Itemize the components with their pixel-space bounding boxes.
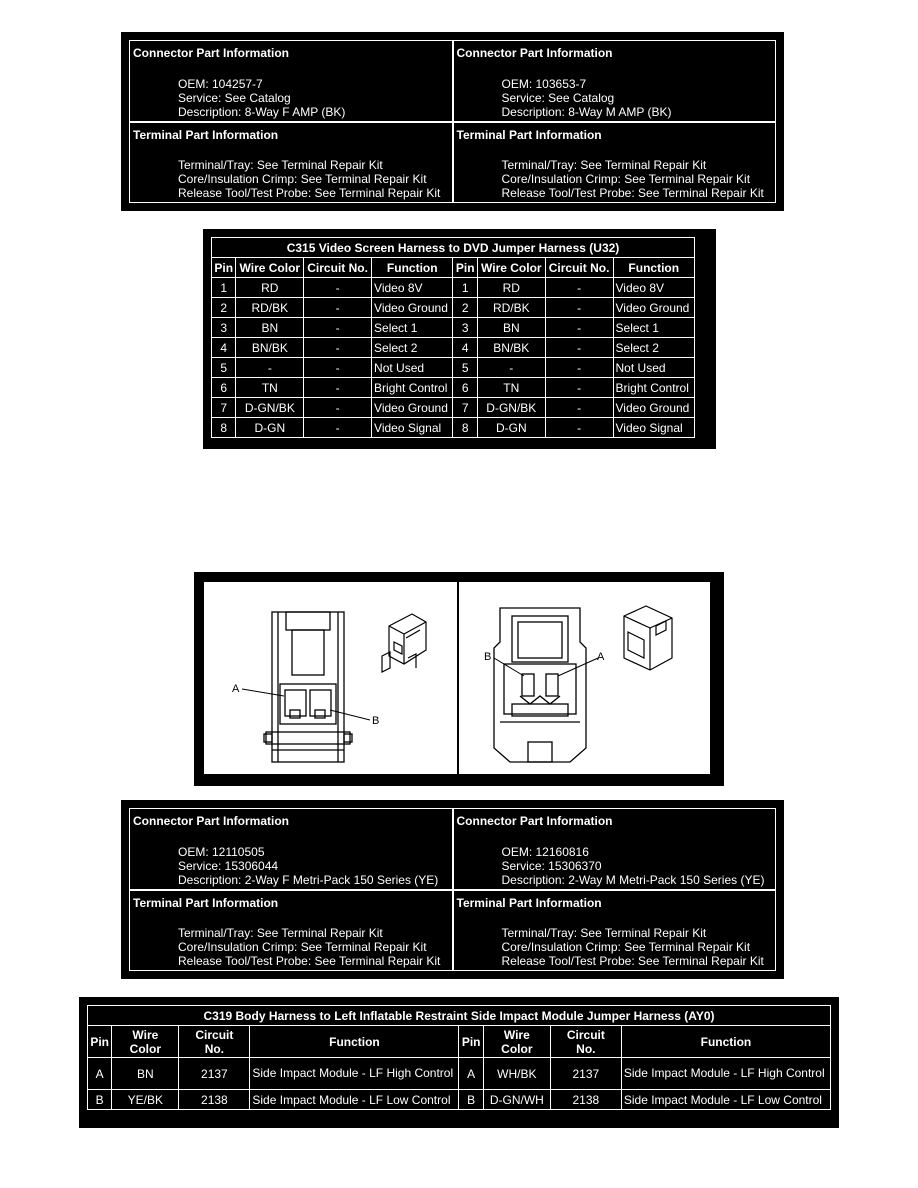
c315-table-panel [203, 229, 716, 449]
wire-color-cell: D-GN/BK [477, 398, 545, 418]
pin-cell: 1 [212, 278, 236, 298]
function-cell: Video Ground [372, 298, 453, 318]
column-header [179, 1026, 250, 1058]
column-header: Wire Color [477, 258, 545, 278]
table-row [212, 418, 695, 438]
circuit-cell: 2138 [550, 1090, 621, 1110]
release-tool: Release Tool/Test Probe: See Terminal Repair Kit [178, 954, 441, 968]
connector-part-lines [502, 845, 765, 887]
terminal-part-lines [502, 926, 764, 968]
column-header [88, 1026, 112, 1058]
header-line: Function [329, 1034, 380, 1049]
core-insulation-crimp: Core/Insulation Crimp: See Terminal Repair Kit [178, 940, 427, 954]
function-cell: Video Signal [372, 418, 453, 438]
circuit-cell: - [304, 418, 372, 438]
pin-cell: B [459, 1090, 483, 1110]
function-cell: Side Impact Module - LF High Control [250, 1058, 459, 1090]
pin-cell: 8 [212, 418, 236, 438]
pin-cell: A [459, 1058, 483, 1090]
function-cell: Video 8V [613, 278, 694, 298]
connector-drawing-panel [194, 572, 724, 786]
header-line: Circuit [195, 1027, 234, 1042]
header-line: Circuit [566, 1027, 605, 1042]
connector-info-block-2 [121, 800, 784, 979]
terminal-tray: Terminal/Tray: See Terminal Repair Kit [501, 158, 707, 172]
pin-cell: 2 [453, 298, 477, 318]
header-line: Color [501, 1041, 533, 1056]
wire-color-cell: - [477, 358, 545, 378]
c319-table-panel [79, 997, 839, 1128]
wire-color-cell: BN [477, 318, 545, 338]
core-insulation-crimp: Core/Insulation Crimp: See Terminal Repair Kit [178, 172, 427, 186]
wire-color-cell: RD/BK [236, 298, 304, 318]
connector-part-header: Connector Part Information [133, 46, 290, 60]
wire-color-cell: WH/BK [483, 1058, 550, 1090]
service-number: Service: See Catalog [501, 90, 615, 105]
pin-cell: 7 [453, 398, 477, 418]
connector-drawing [194, 572, 724, 786]
column-header [250, 1026, 459, 1058]
oem-number: OEM: 12160816 [501, 844, 589, 859]
c319-pinout-table [87, 1005, 831, 1110]
circuit-cell: 2137 [179, 1058, 250, 1090]
pin-label-b: B [372, 715, 380, 727]
circuit-cell: - [545, 398, 613, 418]
function-cell: Not Used [613, 358, 694, 378]
terminal-tray: Terminal/Tray: See Terminal Repair Kit [501, 926, 707, 940]
circuit-cell: 2137 [550, 1058, 621, 1090]
table-row [212, 398, 695, 418]
wire-color-cell: BN [236, 318, 304, 338]
circuit-cell: - [545, 378, 613, 398]
connector-description: Description: 2-Way F Metri-Pack 150 Series (YE) [178, 872, 439, 887]
terminal-part-info-right [453, 890, 777, 972]
terminal-part-header: Terminal Part Information [456, 895, 602, 910]
circuit-cell: - [304, 298, 372, 318]
connector-info-grid [129, 808, 776, 971]
pin-cell: B [88, 1090, 112, 1110]
wire-color-cell: BN [112, 1058, 179, 1090]
connector-description: Description: 2-Way M Metri-Pack 150 Series (YE) [501, 872, 765, 887]
release-tool: Release Tool/Test Probe: See Terminal Repair Kit [178, 186, 441, 200]
header-line: No. [576, 1041, 596, 1056]
connector-description: Description: 8-Way F AMP (BK) [178, 104, 346, 119]
pin-cell: 1 [453, 278, 477, 298]
connector-part-lines [502, 77, 672, 119]
wire-color-cell: RD [477, 278, 545, 298]
terminal-part-info-left [129, 122, 453, 204]
wire-color-cell: D-GN [477, 418, 545, 438]
oem-number: OEM: 103653-7 [501, 76, 587, 91]
header-line: Function [700, 1034, 752, 1049]
pin-cell: 5 [453, 358, 477, 378]
pin-cell: 3 [212, 318, 236, 338]
wire-color-cell: BN/BK [477, 338, 545, 358]
column-header: Circuit No. [304, 258, 372, 278]
wire-color-cell: RD/BK [477, 298, 545, 318]
wire-color-cell: - [236, 358, 304, 378]
circuit-cell: - [304, 398, 372, 418]
wire-color-cell: TN [236, 378, 304, 398]
function-cell: Select 1 [372, 318, 453, 338]
function-cell: Side Impact Module - LF High Control [621, 1058, 830, 1090]
header-line: No. [204, 1041, 225, 1056]
pin-cell: 6 [212, 378, 236, 398]
core-insulation-crimp: Core/Insulation Crimp: See Terminal Repair Kit [501, 940, 751, 954]
column-header [459, 1026, 483, 1058]
table-row [212, 298, 695, 318]
header-line: Pin [90, 1034, 110, 1049]
table-row [212, 318, 695, 338]
wire-color-cell: D-GN/BK [236, 398, 304, 418]
terminal-part-info-right [453, 122, 777, 204]
function-cell: Select 1 [613, 318, 694, 338]
function-cell: Select 2 [372, 338, 453, 358]
pin-cell: 5 [212, 358, 236, 378]
connector-info-grid [129, 40, 776, 203]
release-tool: Release Tool/Test Probe: See Terminal Repair Kit [501, 186, 764, 200]
connector-part-header: Connector Part Information [456, 46, 613, 60]
circuit-cell: - [304, 378, 372, 398]
pin-label-a: A [232, 683, 240, 695]
column-header [112, 1026, 179, 1058]
terminal-part-header: Terminal Part Information [133, 895, 279, 910]
connector-info-block-1 [121, 32, 784, 211]
table-row [212, 358, 695, 378]
circuit-cell: 2138 [179, 1090, 250, 1110]
pin-cell: 3 [453, 318, 477, 338]
oem-number: OEM: 12110505 [178, 844, 265, 859]
table-row [212, 338, 695, 358]
circuit-cell: - [545, 278, 613, 298]
table-row [88, 1090, 831, 1110]
circuit-cell: - [304, 338, 372, 358]
connector-part-lines [178, 77, 345, 119]
circuit-cell: - [545, 358, 613, 378]
terminal-part-header: Terminal Part Information [456, 127, 602, 142]
terminal-part-lines [178, 158, 440, 200]
function-cell: Video 8V [372, 278, 453, 298]
table-title: C319 Body Harness to Left Inflatable Restraint Side Impact Module Jumper Harness (AY0) [88, 1006, 831, 1026]
column-header [621, 1026, 830, 1058]
column-header [550, 1026, 621, 1058]
function-cell: Not Used [372, 358, 453, 378]
pin-label-a: A [597, 651, 605, 663]
function-cell: Video Ground [613, 298, 694, 318]
table-title: C315 Video Screen Harness to DVD Jumper Harness (U32) [212, 238, 695, 258]
pin-label-b: B [484, 651, 492, 663]
pin-cell: 7 [212, 398, 236, 418]
terminal-part-header: Terminal Part Information [133, 127, 279, 142]
table-row [88, 1058, 831, 1090]
wire-color-cell: D-GN [236, 418, 304, 438]
header-line: Wire [132, 1027, 159, 1042]
terminal-part-lines [178, 926, 440, 968]
wire-color-cell: RD [236, 278, 304, 298]
connector-part-info-right [453, 808, 777, 890]
column-header: Function [613, 258, 694, 278]
pin-cell: 4 [212, 338, 236, 358]
oem-number: OEM: 104257-7 [178, 76, 263, 91]
header-line: Color [129, 1041, 162, 1056]
terminal-tray: Terminal/Tray: See Terminal Repair Kit [178, 158, 383, 172]
function-cell: Side Impact Module - LF Low Control [621, 1090, 830, 1110]
column-header: Circuit No. [545, 258, 613, 278]
connector-part-info-left [129, 40, 453, 122]
header-line: Wire [503, 1027, 530, 1042]
circuit-cell: - [545, 338, 613, 358]
wire-color-cell: D-GN/WH [483, 1090, 550, 1110]
table-row [212, 378, 695, 398]
core-insulation-crimp: Core/Insulation Crimp: See Terminal Repair Kit [501, 172, 751, 186]
wire-color-cell: BN/BK [236, 338, 304, 358]
function-cell: Bright Control [372, 378, 453, 398]
circuit-cell: - [545, 298, 613, 318]
function-cell: Side Impact Module - LF Low Control [250, 1090, 459, 1110]
connector-description: Description: 8-Way M AMP (BK) [501, 104, 672, 119]
pin-cell: 6 [453, 378, 477, 398]
header-line: Pin [461, 1034, 481, 1049]
connector-part-info-left [129, 808, 453, 890]
pin-cell: 4 [453, 338, 477, 358]
function-cell: Select 2 [613, 338, 694, 358]
column-header: Pin [212, 258, 236, 278]
function-cell: Video Ground [613, 398, 694, 418]
function-cell: Video Ground [372, 398, 453, 418]
wire-color-cell: YE/BK [112, 1090, 179, 1110]
connector-part-lines [178, 845, 438, 887]
connector-part-header: Connector Part Information [133, 814, 290, 828]
pin-cell: A [88, 1058, 112, 1090]
terminal-part-info-left [129, 890, 453, 972]
pin-cell: 2 [212, 298, 236, 318]
connector-part-info-right [453, 40, 777, 122]
pin-cell: 8 [453, 418, 477, 438]
column-header: Pin [453, 258, 477, 278]
column-header: Function [372, 258, 453, 278]
terminal-part-lines [502, 158, 764, 200]
wire-color-cell: TN [477, 378, 545, 398]
circuit-cell: - [545, 318, 613, 338]
circuit-cell: - [304, 278, 372, 298]
service-number: Service: 15306044 [178, 858, 279, 873]
connector-part-header: Connector Part Information [456, 814, 613, 828]
function-cell: Bright Control [613, 378, 694, 398]
circuit-cell: - [545, 418, 613, 438]
service-number: Service: See Catalog [178, 90, 291, 105]
column-header [483, 1026, 550, 1058]
terminal-tray: Terminal/Tray: See Terminal Repair Kit [178, 926, 383, 940]
c315-pinout-table [211, 237, 695, 438]
function-cell: Video Signal [613, 418, 694, 438]
service-number: Service: 15306370 [501, 858, 602, 873]
release-tool: Release Tool/Test Probe: See Terminal Repair Kit [501, 954, 764, 968]
circuit-cell: - [304, 318, 372, 338]
table-row [212, 278, 695, 298]
column-header: Wire Color [236, 258, 304, 278]
circuit-cell: - [304, 358, 372, 378]
